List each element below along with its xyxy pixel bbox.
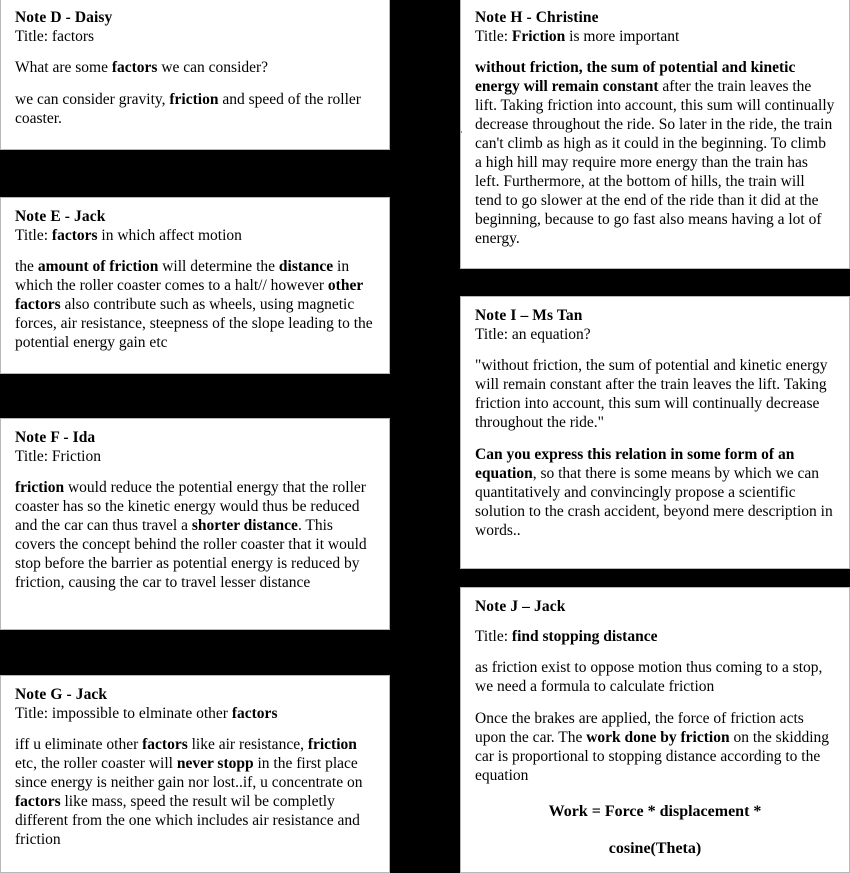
note-paragraph: "without friction, the sum of potential and kinetic energy will remain constant after the train leaves the lift. Taking friction into account, this sum will continually decrease throughout the ride." xyxy=(475,357,828,432)
note-header-f: Note F - Ida xyxy=(15,429,96,446)
note-header-j: Note J – Jack xyxy=(475,598,566,615)
note-title-j: Title: find stopping distance xyxy=(475,628,658,646)
note-header-i: Note I – Ms Tan xyxy=(475,307,583,324)
note-title-f: Title: Friction xyxy=(15,448,101,466)
note-title-g: Title: impossible to elminate other factors xyxy=(15,705,278,723)
note-paragraph: iff u eliminate other factors like air resistance, friction etc, the roller coaster will never stopp in the first place since energy is neither gain nor lost..if, u concentrate on factors like mass, speed the result wil be completly different from the one which includes air resistance and friction xyxy=(15,736,363,849)
note-content-f xyxy=(1,419,389,603)
note-body-f xyxy=(15,479,375,593)
note-content-d xyxy=(1,0,389,139)
note-body-g xyxy=(15,736,375,850)
note-paragraph: What are some factors we can consider? xyxy=(15,59,269,77)
note-content-g xyxy=(1,676,389,860)
note-paragraph: without friction, the sum of potential and kinetic energy will remain constant after the train leaves the lift. Taking friction into account, this sum will continually decrease throughout the ride. So later in the ride, the train can't climb as high as it could in the beginning. To climb a high hill may require more energy than the train has left. Furthermore, at the bottom of hills, the train will tend to go slower at the end of the ride than it did at the beginning, because to go fast also means having a lot of energy. xyxy=(475,59,835,247)
note-content-i xyxy=(461,297,849,551)
note-content-h xyxy=(461,0,849,259)
note-header-g: Note G - Jack xyxy=(15,686,108,703)
note-content-j xyxy=(461,588,849,873)
note-content-e xyxy=(1,198,389,363)
note-paragraph: as friction exist to oppose motion thus coming to a stop, we need a formula to calculate friction xyxy=(475,659,823,696)
note-equation-line-1: Work = Force * displacement * xyxy=(548,803,762,821)
note-paragraph: the amount of friction will determine the distance in which the roller coaster comes to a halt// however other factors also contribute such as wheels, using magnetic forces, air resistance, steepness of the slope leading to the potential energy gain etc xyxy=(15,258,373,352)
note-paragraph: Can you express this relation in some form of an equation, so that there is some means by which we can quantitatively and convincingly propose a scientific solution to the crash accident, beyond mere description in words.. xyxy=(475,446,833,539)
note-body-e xyxy=(15,258,375,353)
note-body-d xyxy=(15,59,375,129)
note-card-j[interactable] xyxy=(460,587,850,873)
note-equation-line-2: cosine(Theta) xyxy=(608,840,702,858)
note-title-e: Title: factors in which affect motion xyxy=(15,227,242,245)
note-title-h: Title: Friction is more important xyxy=(475,28,680,46)
note-header-d: Note D - Daisy xyxy=(15,9,113,26)
pointer-notch-icon xyxy=(460,123,462,141)
note-card-d[interactable] xyxy=(0,0,390,150)
note-title-i: Title: an equation? xyxy=(475,326,591,344)
note-body-h xyxy=(475,59,835,249)
note-card-g[interactable] xyxy=(0,675,390,873)
note-card-f[interactable] xyxy=(0,418,390,630)
note-paragraph: Once the brakes are applied, the force of friction acts upon the car. The work done by friction on the skidding car is proportional to stopping distance according to the equation xyxy=(475,710,830,785)
note-card-h[interactable] xyxy=(460,0,850,269)
note-paragraph: we can consider gravity, friction and speed of the roller coaster. xyxy=(15,91,361,128)
note-paragraph: friction would reduce the potential energy that the roller coaster has so the kinetic energy would thus be reduced and the car can thus travel a shorter distance. This covers the concept behind the roller coaster that it would stop before the barrier as potential energy is reduced by friction, causing the car to travel lesser distance xyxy=(15,479,367,592)
note-header-h: Note H - Christine xyxy=(475,9,599,26)
note-header-e: Note E - Jack xyxy=(15,208,106,225)
note-body-j xyxy=(475,659,835,786)
note-card-e[interactable] xyxy=(0,197,390,374)
note-card-i[interactable] xyxy=(460,296,850,569)
note-body-i xyxy=(475,357,835,541)
note-title-d: Title: factors xyxy=(15,28,95,46)
